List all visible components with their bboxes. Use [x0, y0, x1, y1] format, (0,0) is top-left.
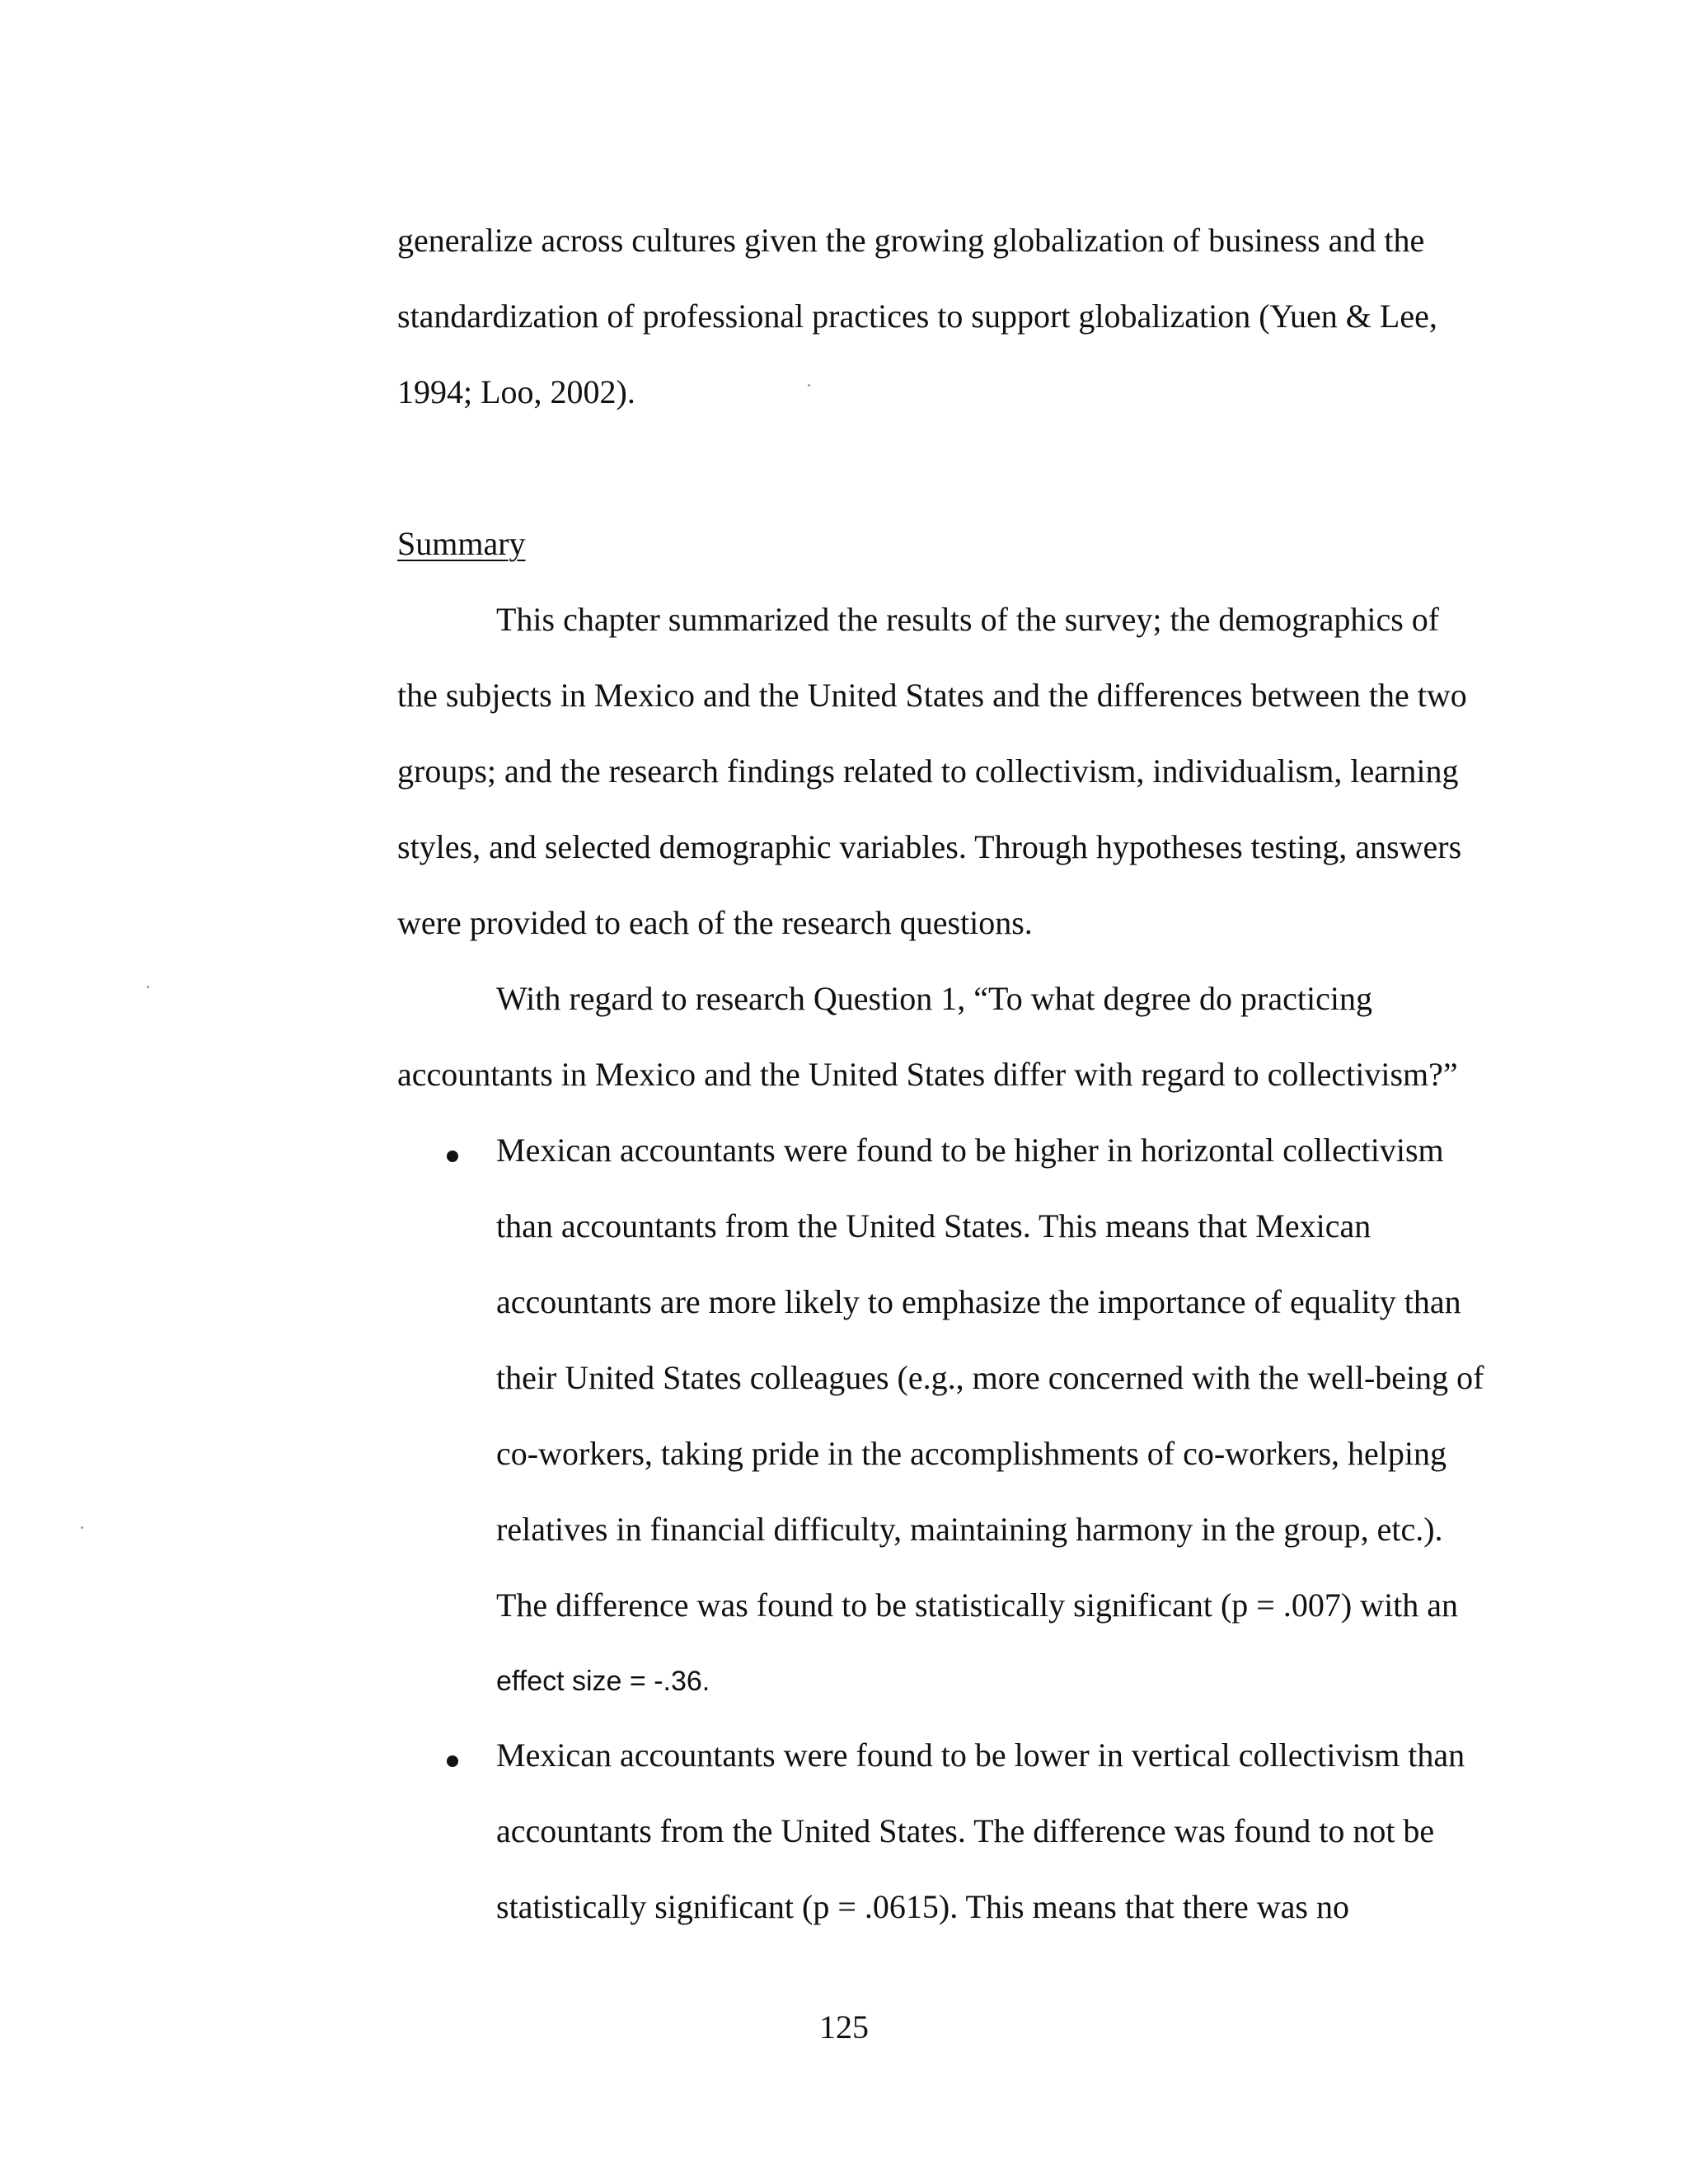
- intro-line-2: standardization of professional practices to support globalization (Yuen & Lee,: [397, 298, 1437, 335]
- bullet-1-line-6: relatives in financial difficulty, maintaining harmony in the group, etc.).: [496, 1511, 1443, 1548]
- bullet-1-line-4: their United States colleagues (e.g., more concerned with the well-being of: [496, 1359, 1484, 1396]
- bullet-2-line-3: statistically significant (p = .0615). This means that there was no: [496, 1888, 1349, 1925]
- scan-speck: [808, 384, 810, 387]
- summary-p1-line-2: the subjects in Mexico and the United States and the differences between the two: [397, 677, 1467, 714]
- intro-line-1: generalize across cultures given the growing globalization of business and the: [397, 222, 1425, 259]
- bullet-1-line-2: than accountants from the United States. This means that Mexican: [496, 1207, 1372, 1244]
- section-heading-summary: Summary: [397, 525, 526, 562]
- scan-speck: [81, 1526, 83, 1529]
- bullet-2-line-1: Mexican accountants were found to be lower in vertical collectivism than: [496, 1736, 1465, 1774]
- bullet-1-line-8: effect size = -.36.: [496, 1666, 710, 1697]
- summary-p1-line-1: This chapter summarized the results of the survey; the demographics of: [496, 601, 1440, 638]
- bullet-2-line-2: accountants from the United States. The difference was found to not be: [496, 1812, 1435, 1849]
- bullet-1-line-7: The difference was found to be statistically significant (p = .007) with an: [496, 1586, 1459, 1624]
- summary-p1-line-3: groups; and the research findings related to collectivism, individualism, learning: [397, 752, 1459, 790]
- page-number: 125: [819, 2008, 869, 2046]
- intro-line-3: 1994; Loo, 2002).: [397, 373, 635, 410]
- bullet-marker-1: [447, 1151, 458, 1162]
- bullet-marker-2: [447, 1755, 458, 1767]
- bullet-1-line-1: Mexican accountants were found to be higher in horizontal collectivism: [496, 1132, 1444, 1169]
- bullet-1-line-5: co-workers, taking pride in the accomplishments of co-workers, helping: [496, 1435, 1447, 1472]
- summary-p1-line-4: styles, and selected demographic variables. Through hypotheses testing, answers: [397, 828, 1462, 865]
- summary-p2-line-1: With regard to research Question 1, “To what degree do practicing: [496, 980, 1372, 1017]
- summary-p2-line-2: accountants in Mexico and the United States differ with regard to collectivism?”: [397, 1056, 1458, 1093]
- bullet-1-line-3: accountants are more likely to emphasize the importance of equality than: [496, 1283, 1461, 1320]
- summary-p1-line-5: were provided to each of the research questions.: [397, 904, 1033, 941]
- scan-speck: [147, 986, 149, 988]
